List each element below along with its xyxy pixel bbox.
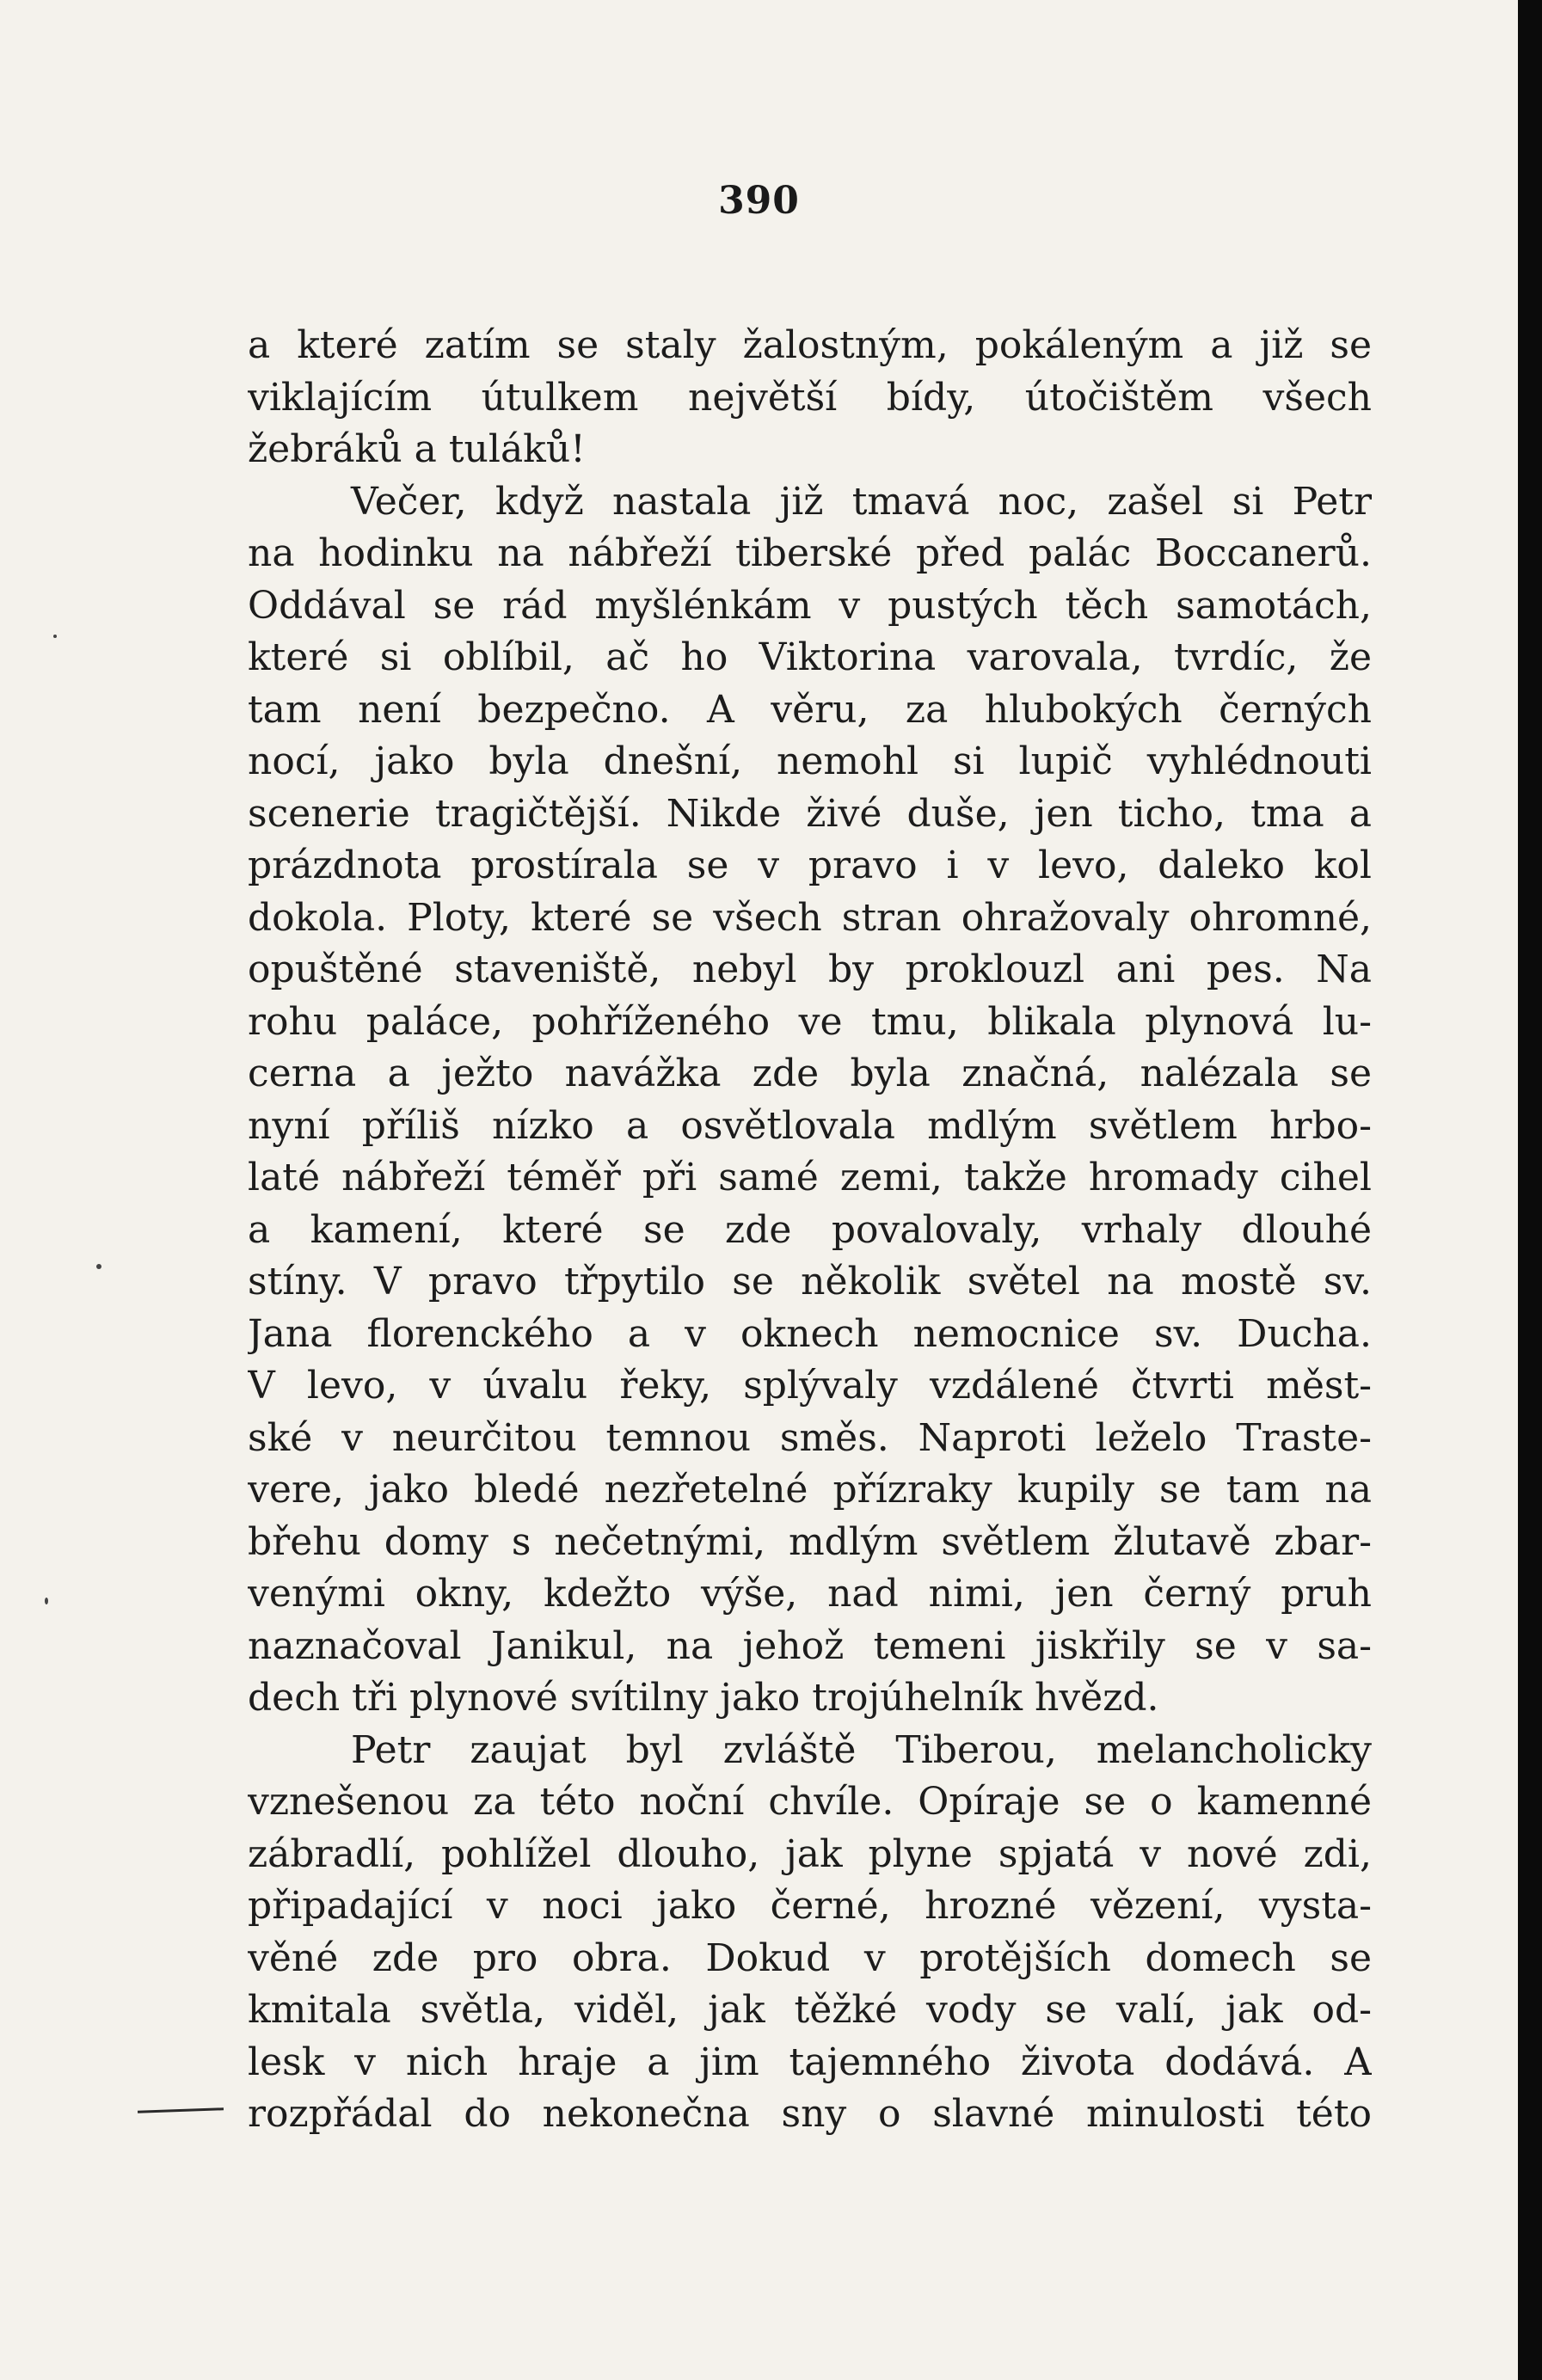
text-line: nyní příliš nízko a osvětlovala mdlým světlem hrbo-: [248, 1103, 1372, 1148]
text-line: naznačoval Janikul, na jehož temeni jiskřily se v sa-: [248, 1623, 1372, 1668]
text-line: ské v neurčitou temnou směs. Naproti leželo Traste-: [248, 1415, 1372, 1460]
text-line: stíny. V pravo třpytilo se několik světel na mostě sv.: [248, 1260, 1372, 1303]
text-line: dech tři plynové svítilny jako trojúhelník hvězd.: [248, 1676, 1159, 1720]
text-line: venými okny, kdežto výše, nad nimi, jen černý pruh: [248, 1572, 1372, 1616]
text-line: Večer, když nastala již tmavá noc, zašel si Petr: [351, 479, 1372, 524]
text-line: vznešenou za této noční chvíle. Opíraje se o kamenné: [248, 1780, 1372, 1824]
paper-speck: [45, 1598, 48, 1604]
text-line: žebráků a tuláků!: [248, 427, 586, 471]
text-line: věné zde pro obra. Dokud v protějších domech se: [248, 1935, 1372, 1980]
text-line: laté nábřeží téměř při samé zemi, takže hromady cihel: [248, 1156, 1372, 1199]
text-line: rohu paláce, pohříženého ve tmu, blikala plynová lu-: [248, 999, 1372, 1044]
text-line: prázdnota prostírala se v pravo i v levo, daleko kol: [248, 843, 1372, 887]
margin-pencil-mark: [138, 2107, 224, 2113]
text-line: břehu domy s nečetnými, mdlým světlem žlutavě zbar-: [248, 1519, 1372, 1564]
text-line: cerna a ježto navážka zde byla značná, nalézala se: [248, 1052, 1372, 1095]
text-line: a které zatím se staly žalostným, pokáleným a již se: [248, 323, 1372, 367]
text-line: které si oblíbil, ač ho Viktorina varovala, tvrdíc, že: [248, 635, 1372, 679]
text-line: V levo, v úvalu řeky, splývaly vzdálené čtvrti měst-: [248, 1364, 1372, 1408]
body-text: [248, 320, 1372, 2141]
text-line: lesk v nich hraje a jim tajemného života dodává. A: [248, 2040, 1372, 2084]
text-line: nocí, jako byla dnešní, nemohl si lupič vyhlédnouti: [248, 739, 1372, 783]
page-number: 390: [718, 179, 800, 223]
text-line: dokola. Ploty, které se všech stran ohražovaly ohromné,: [248, 895, 1372, 940]
text-line: kmitala světla, viděl, jak těžké vody se valí, jak od-: [248, 1988, 1372, 2032]
text-line: viklajícím útulkem největší bídy, útočištěm všech: [248, 375, 1372, 420]
text-line: Petr zaujat byl zvláště Tiberou, melancholicky: [351, 1727, 1372, 1772]
text-line: rozpřádal do nekonečna sny o slavné minulosti této: [248, 2092, 1372, 2136]
text-line: vere, jako bledé nezřetelné přízraky kupily se tam na: [248, 1468, 1372, 1512]
text-line: Oddával se rád myšlénkám v pustých těch samotách,: [248, 583, 1372, 628]
text-line: a kamení, které se zde povalovaly, vrhaly dlouhé: [248, 1207, 1372, 1252]
text-line: na hodinku na nábřeží tiberské před palác Boccanerů.: [248, 531, 1372, 575]
scan-edge: [1518, 0, 1542, 2380]
text-line: připadající v noci jako černé, hrozné vězení, vysta-: [248, 1884, 1372, 1928]
text-line: scenerie tragičtější. Nikde živé duše, jen ticho, tma a: [248, 791, 1372, 836]
text-line: tam není bezpečno. A věru, za hlubokých černých: [248, 687, 1372, 732]
paper-speck: [96, 1264, 101, 1269]
paper-speck: [53, 635, 57, 638]
text-line: Jana florenckého a v oknech nemocnice sv. Ducha.: [248, 1311, 1372, 1356]
text-line: opuštěné staveniště, nebyl by proklouzl ani pes. Na: [248, 948, 1372, 991]
text-line: zábradlí, pohlížel dlouho, jak plyne spjatá v nové zdi,: [248, 1831, 1372, 1876]
